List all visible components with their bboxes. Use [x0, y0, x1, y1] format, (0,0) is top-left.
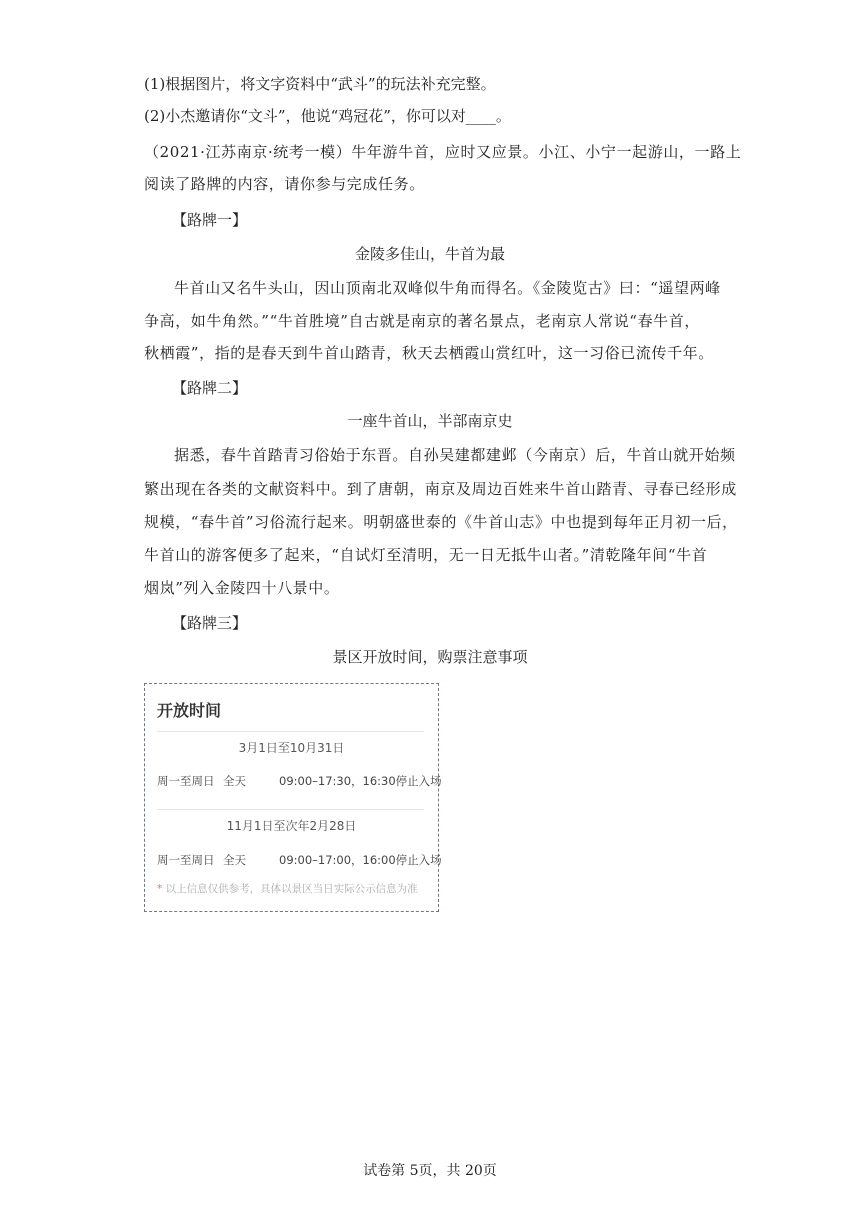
- opening-hours-card: [144, 683, 442, 912]
- disclaimer-note: [157, 881, 418, 896]
- disclaimer-text: 以上信息仅供参考，具体以景区当日实际公示信息为准: [165, 883, 418, 895]
- intro-line-2: 阅读了路牌的内容，请你参与完成任务。: [144, 175, 425, 193]
- hours: 09:00–17:00，16:00停止入场: [279, 853, 442, 867]
- intro-line-1: （2021·江苏南京·统考一模）牛年游牛首，应时又应景。小江、小宁一起游山，一路上: [144, 143, 742, 161]
- question-2: (2)小杰邀请你“文斗”，他说“鸡冠花”，你可以对____。: [144, 107, 511, 125]
- asterisk-icon: *: [157, 883, 163, 895]
- sign2-line-4: 牛首山的游客便多了起来，“自试灯至清明，无一日无抵牛山者。”清乾隆年间“牛首: [144, 546, 708, 564]
- sign2-line-5: 烟岚”列入金陵四十八景中。: [144, 579, 340, 597]
- days: 周一至周日: [157, 853, 215, 867]
- sign2-line-2: 繁出现在各类的文献资料中。到了唐朝，南京及周边百姓来牛首山踏青、寻春已经形成: [144, 480, 737, 498]
- period-range-1: 3月1日至10月31日: [238, 741, 345, 755]
- page-footer: 试卷第 5页，共 20页: [363, 1163, 497, 1179]
- scope: 全天: [223, 853, 246, 867]
- question-1: (1)根据图片，将文字资料中“武斗”的玩法补充完整。: [144, 75, 496, 93]
- sign2-line-1: 据悉，春牛首踏青习俗始于东晋。自孙吴建都建邺（今南京）后，牛首山就开始频: [174, 446, 736, 464]
- sign2-title: 一座牛首山，半部南京史: [347, 412, 513, 430]
- sign1-label: 【路牌一】: [172, 211, 248, 229]
- sign1-line-2: 争高，如牛角然。”“牛首胜境”自古就是南京的著名景点，老南京人常说“春牛首，: [144, 312, 700, 330]
- sign1-title: 金陵多佳山，牛首为最: [354, 245, 505, 263]
- divider: [157, 731, 424, 732]
- opening-hours-title: 开放时间: [157, 701, 222, 720]
- divider: [157, 809, 424, 810]
- sign3-label: 【路牌三】: [172, 614, 248, 632]
- period-range-2: 11月1日至次年2月28日: [226, 819, 357, 833]
- sign2-line-3: 规模，“春牛首”习俗流行起来。明朝盛世泰的《牛首山志》中也提到每年正月初一后，: [144, 513, 738, 531]
- sign1-line-3: 秋栖霞”，指的是春天到牛首山踏青，秋天去栖霞山赏红叶，这一习俗已流传千年。: [144, 344, 714, 362]
- sign2-label: 【路牌二】: [172, 379, 248, 397]
- sign3-title: 景区开放时间，购票注意事项: [332, 648, 528, 666]
- sign1-line-1: 牛首山又名牛头山，因山顶南北双峰似牛角而得名。《金陵览古》曰：“遥望两峰: [174, 279, 721, 297]
- scope: 全天: [223, 774, 246, 788]
- days: 周一至周日: [157, 774, 215, 788]
- hours: 09:00–17:30，16:30停止入场: [279, 774, 442, 788]
